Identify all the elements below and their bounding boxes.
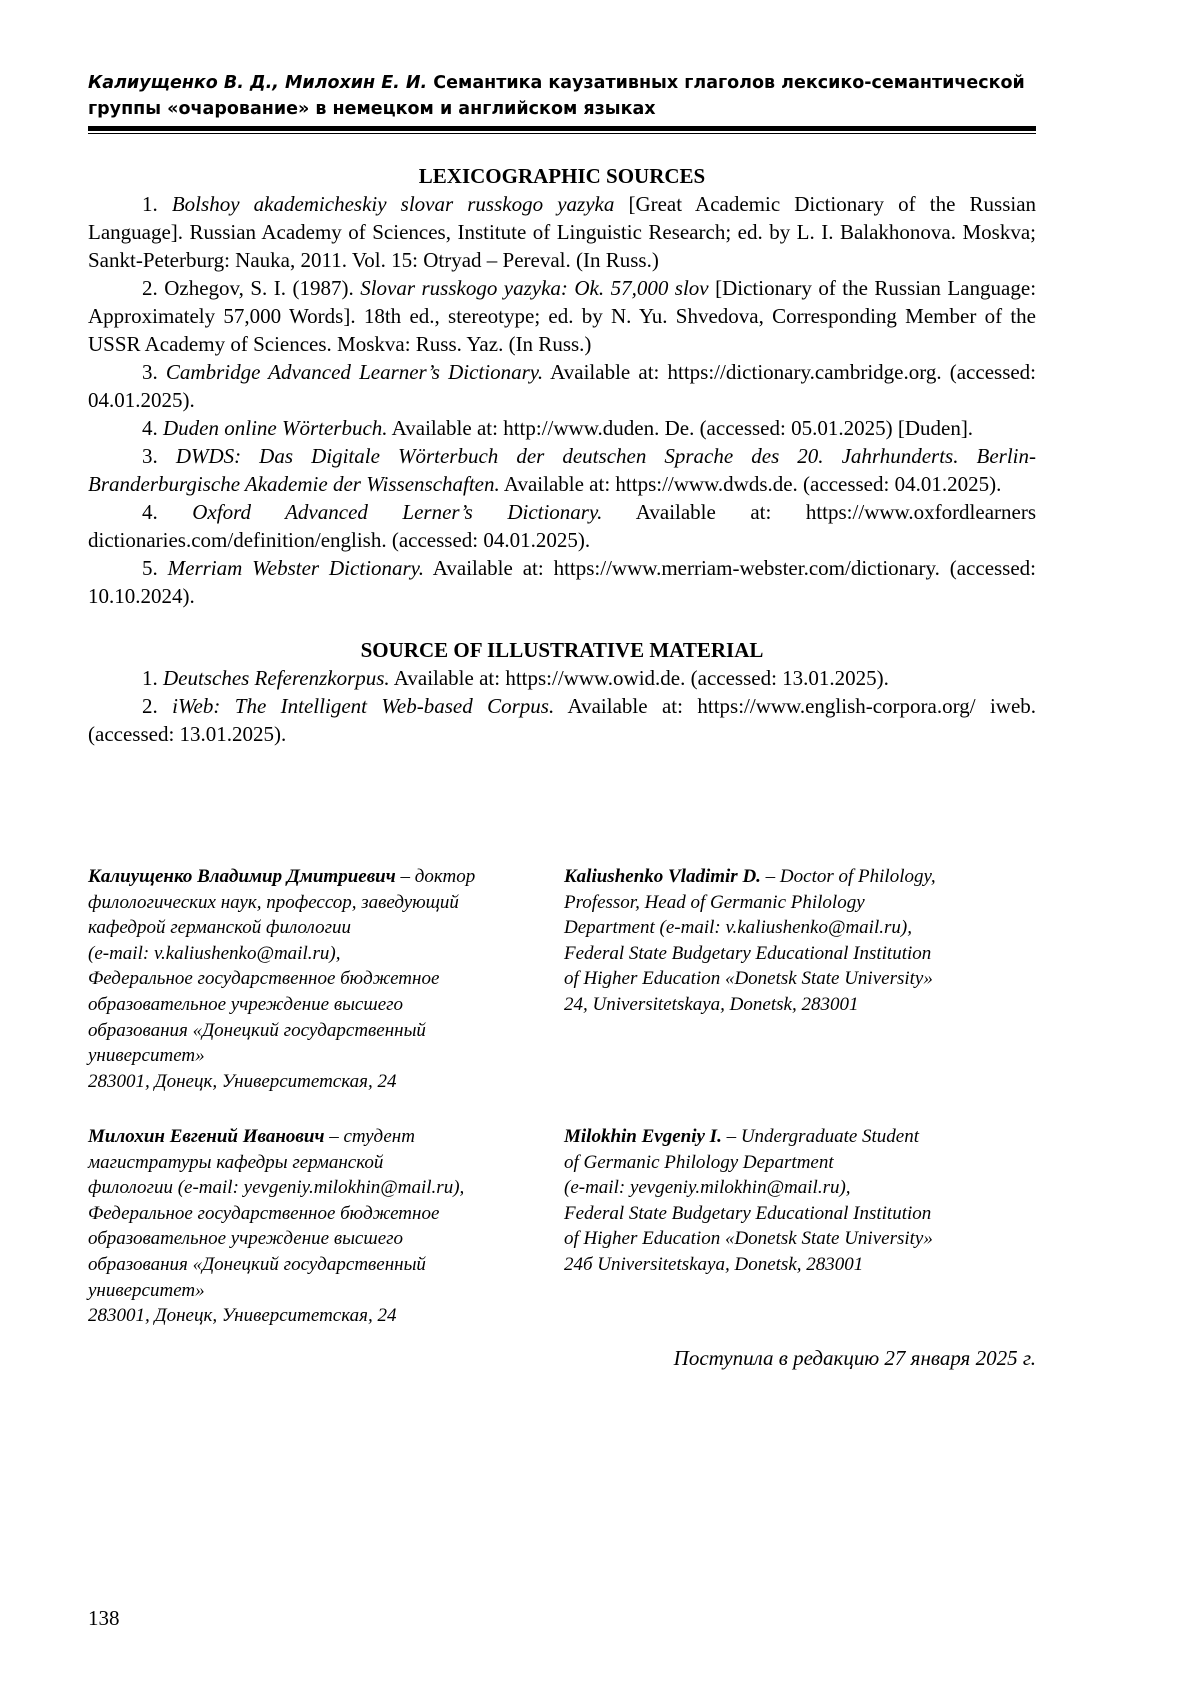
illustrative-material-title: SOURCE OF ILLUSTRATIVE MATERIAL <box>360 638 764 662</box>
running-head-title-line2: группы «очарование» в немецком и английском языках <box>88 99 656 119</box>
reference-item: 2. iWeb: The Intelligent Web-based Corpus. Available at: https://www.english-corpora.org/ iweb. (accessed: 13.01.2025). <box>88 694 1037 746</box>
author-name: Kaliushenko Vladimir D. <box>564 866 761 887</box>
author-info-ru: Милохин Евгений Иванович – студент магистратуры кафедры германской филологии (e-mail: yevgeniy.milokhin@mail.ru), Федеральное государственное бюджетное образовательное учреждение высшего образования «Донецкий государственный университет» 283001, Донецк, Университетская, 24 <box>88 1126 465 1327</box>
reference-item: 3. DWDS: Das Digitale Wörterbuch der deutschen Sprache des 20. Jahrhunderts. Berlin-Branderburgische Akademie der Wissenschaften. Available at: https://www.dwds.de. (accessed: 04.01.2025). <box>88 444 1036 496</box>
reference-item: 1. Deutsches Referenzkorpus. Available at: https://www.owid.de. (accessed: 13.01.2025). <box>142 666 889 690</box>
lexicographic-sources-title: LEXICOGRAPHIC SOURCES <box>418 164 706 188</box>
received-date: Поступила в редакцию 27 января 2025 г. <box>673 1346 1036 1370</box>
header-rule-thin <box>88 133 1036 134</box>
running-head-authors: Калиущенко В. Д., Милохин Е. И. <box>88 73 428 93</box>
author-name: Милохин Евгений Иванович <box>88 1126 325 1147</box>
lexicographic-sources-list <box>88 190 1036 610</box>
author-name: Калиущенко Владимир Дмитриевич <box>88 866 396 887</box>
running-head-title-line1: Семантика каузативных глаголов лексико-семантической <box>433 73 1025 93</box>
author-info-ru: Калиущенко Владимир Дмитриевич – доктор филологических наук, профессор, заведующий кафедрой германской филологии (e-mail: v.kaliushenko@mail.ru), Федеральное государственное бюджетное образовательное учреждение высшего образования «Донецкий государственный университет» 283001, Донецк, Университетская, 24 <box>88 866 476 1092</box>
reference-item: 4. Duden online Wörterbuch. Available at: http://www.duden. De. (accessed: 05.01.2025) [Duden]. <box>142 416 974 440</box>
reference-item: 2. Ozhegov, S. I. (1987). Slovar russkogo yazyka: Ok. 57,000 slov [Dictionary of the Russian Language: Approximately 57,000 Words]. 18th ed., stereotype; ed. by N. Yu. Shvedova, Corresponding Member of the USSR Academy of Sciences. Moskva: Russ. Yaz. (In Russ.) <box>88 276 1037 356</box>
page-number: 138 <box>88 1606 120 1630</box>
author-info-en: Kaliushenko Vladimir D. – Doctor of Philology, Professor, Head of Germanic Philology Department (e-mail: v.kaliushenko@mail.ru), Federal State Budgetary Educational Institution of Higher Education «Donetsk State University» 24, Universitetskaya, Donetsk, 283001 <box>564 866 936 1015</box>
author-info-kaliushenko <box>88 864 1036 1094</box>
header-rule-thick <box>88 126 1036 131</box>
reference-item: 1. Bolshoy akademicheskiy slovar russkogo yazyka [Great Academic Dictionary of the Russian Language]. Russian Academy of Sciences, Institute of Linguistic Research; ed. by L. I. Balakhonova. Moskva; Sankt-Peterburg: Nauka, 2011. Vol. 15: Otryad – Pereval. (In Russ.) <box>88 192 1037 272</box>
page-body <box>88 70 1036 748</box>
running-head <box>88 70 1036 122</box>
author-info-milokhin <box>88 1124 1036 1329</box>
reference-item: 3. Cambridge Advanced Learner’s Dictionary. Available at: https://dictionary.cambridge.org. (accessed: 04.01.2025). <box>88 360 1037 412</box>
author-name: Milokhin Evgeniy I. <box>564 1126 722 1147</box>
reference-item: 5. Merriam Webster Dictionary. Available at: https://www.merriam-webster.com/dictionary. (accessed: 10.10.2024). <box>88 556 1037 608</box>
reference-item: 4. Oxford Advanced Lerner’s Dictionary. Available at: https://www.oxfordlearners dictionaries.com/definition/english. (accessed: 04.01.2025). <box>88 500 1037 552</box>
illustrative-material-list <box>88 664 1036 748</box>
author-info-en: Milokhin Evgeniy I. – Undergraduate Student of Germanic Philology Department (e-mail: yevgeniy.milokhin@mail.ru), Federal State Budgetary Educational Institution of Higher Education «Donetsk State University» 24б Universitetskaya, Donetsk, 283001 <box>564 1126 933 1275</box>
